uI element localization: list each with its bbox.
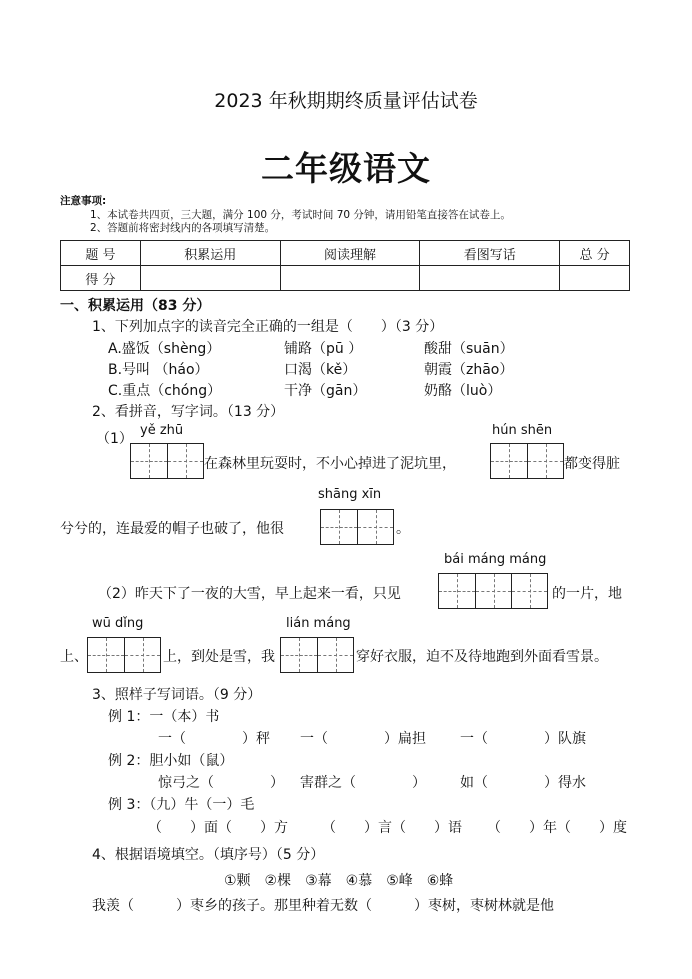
pinyin-bai-mang-mang: bái máng máng bbox=[444, 552, 547, 567]
option-c1: C.重点（chóng） bbox=[108, 383, 222, 399]
option-b1: B.号叫 （háo） bbox=[108, 362, 209, 378]
passage-text: 都变得脏 bbox=[564, 456, 620, 472]
score-field[interactable] bbox=[140, 266, 280, 291]
answer-blank[interactable]: （ ）面（ ）方 bbox=[148, 820, 288, 836]
answer-blank[interactable]: （ ）言（ ）语 bbox=[322, 820, 462, 836]
pinyin-shang-xin: shāng xīn bbox=[318, 487, 382, 502]
writing-grid[interactable] bbox=[87, 637, 161, 673]
question-3-stem: 3、照样子写词语。（9 分） bbox=[92, 687, 262, 703]
score-table bbox=[60, 240, 630, 291]
writing-grid[interactable] bbox=[490, 443, 564, 479]
example-2: 例 2：胆小如（鼠） bbox=[108, 753, 234, 769]
question-2-stem: 2、看拼音，写字词。（13 分） bbox=[92, 404, 285, 420]
score-field[interactable] bbox=[560, 266, 630, 291]
passage-text: 上，到处是雪，我 bbox=[163, 649, 275, 665]
answer-blank[interactable]: 如（ ）得水 bbox=[460, 775, 586, 791]
example-3: 例 3：（九）牛（一）毛 bbox=[108, 797, 255, 813]
table-cell: 总 分 bbox=[560, 241, 630, 266]
option-b2: 口渴（kě） bbox=[284, 362, 357, 378]
passage-text: 在森林里玩耍时，不小心掉进了泥坑里， bbox=[204, 456, 456, 472]
writing-grid[interactable] bbox=[280, 637, 354, 673]
score-field[interactable] bbox=[280, 266, 420, 291]
score-field[interactable] bbox=[420, 266, 560, 291]
passage-text: 上、 bbox=[60, 649, 88, 665]
section-heading: 一、积累运用（83 分） bbox=[60, 298, 211, 314]
writing-grid[interactable] bbox=[511, 573, 548, 609]
passage-text: 。 bbox=[396, 521, 410, 537]
exam-title: 2023 年秋期期终质量评估试卷 bbox=[214, 90, 478, 112]
answer-blank[interactable]: （ ）年（ ）度 bbox=[487, 820, 627, 836]
answer-blank[interactable]: 惊弓之（ ） bbox=[158, 775, 284, 791]
table-cell: 看图写话 bbox=[420, 241, 560, 266]
pinyin-wu-ding: wū dǐng bbox=[92, 616, 144, 631]
notes-heading: 注意事项: bbox=[60, 195, 107, 207]
passage-text: 我羡（ ）枣乡的孩子。那里种着无数（ ）枣树，枣树林就是他 bbox=[92, 898, 554, 914]
subject-title: 二年级语文 bbox=[261, 149, 431, 188]
pinyin-lian-mang: lián máng bbox=[286, 616, 351, 631]
answer-blank[interactable]: 害群之（ ） bbox=[300, 775, 426, 791]
option-a1: A.盛饭（shèng） bbox=[108, 341, 221, 357]
table-cell: 阅读理解 bbox=[280, 241, 420, 266]
passage-text: 的一片，地 bbox=[552, 586, 622, 602]
option-a3: 酸甜（suān） bbox=[424, 341, 514, 357]
writing-grid[interactable] bbox=[130, 443, 204, 479]
writing-grid[interactable] bbox=[438, 573, 512, 609]
pinyin-ye-zhu: yě zhū bbox=[140, 423, 184, 438]
answer-blank[interactable]: 一（ ）队旗 bbox=[460, 731, 586, 747]
question-1-stem: 1、下列加点字的读音完全正确的一组是（ ）（3 分） bbox=[92, 319, 444, 335]
note-item-1: 1、本试卷共四页，三大题，满分 100 分，考试时间 70 分钟，请用铅笔直接答在试卷上。 bbox=[90, 209, 511, 221]
table-cell: 得 分 bbox=[61, 266, 141, 291]
option-b3: 朝霞（zhāo） bbox=[424, 362, 514, 378]
option-c2: 干净（gān） bbox=[284, 383, 367, 399]
table-cell: 题 号 bbox=[61, 241, 141, 266]
passage-text: 兮兮的，连最爱的帽子也破了，他很 bbox=[60, 521, 284, 537]
table-cell: 积累运用 bbox=[140, 241, 280, 266]
word-options: ①颗 ②棵 ③幕 ④慕 ⑤峰 ⑥蜂 bbox=[224, 873, 454, 889]
question-4-stem: 4、根据语境填空。（填序号）（5 分） bbox=[92, 847, 325, 863]
writing-grid[interactable] bbox=[320, 509, 394, 545]
option-c3: 奶酪（luò） bbox=[424, 383, 502, 399]
item-label: （1） bbox=[96, 431, 133, 447]
score-header-row bbox=[61, 241, 630, 266]
answer-blank[interactable]: 一（ ）秤 bbox=[158, 731, 270, 747]
note-item-2: 2、答题前将密封线内的各项填写清楚。 bbox=[90, 222, 276, 234]
answer-blank[interactable]: 一（ ）扁担 bbox=[300, 731, 426, 747]
passage-text: 穿好衣服，迫不及待地跑到外面看雪景。 bbox=[356, 649, 608, 665]
example-1: 例 1：一（本）书 bbox=[108, 709, 220, 725]
option-a2: 铺路（pū ） bbox=[284, 341, 363, 357]
score-value-row bbox=[61, 266, 630, 291]
passage-text: （2）昨天下了一夜的大雪，早上起来一看，只见 bbox=[98, 586, 401, 602]
pinyin-hun-shen: hún shēn bbox=[492, 423, 553, 438]
